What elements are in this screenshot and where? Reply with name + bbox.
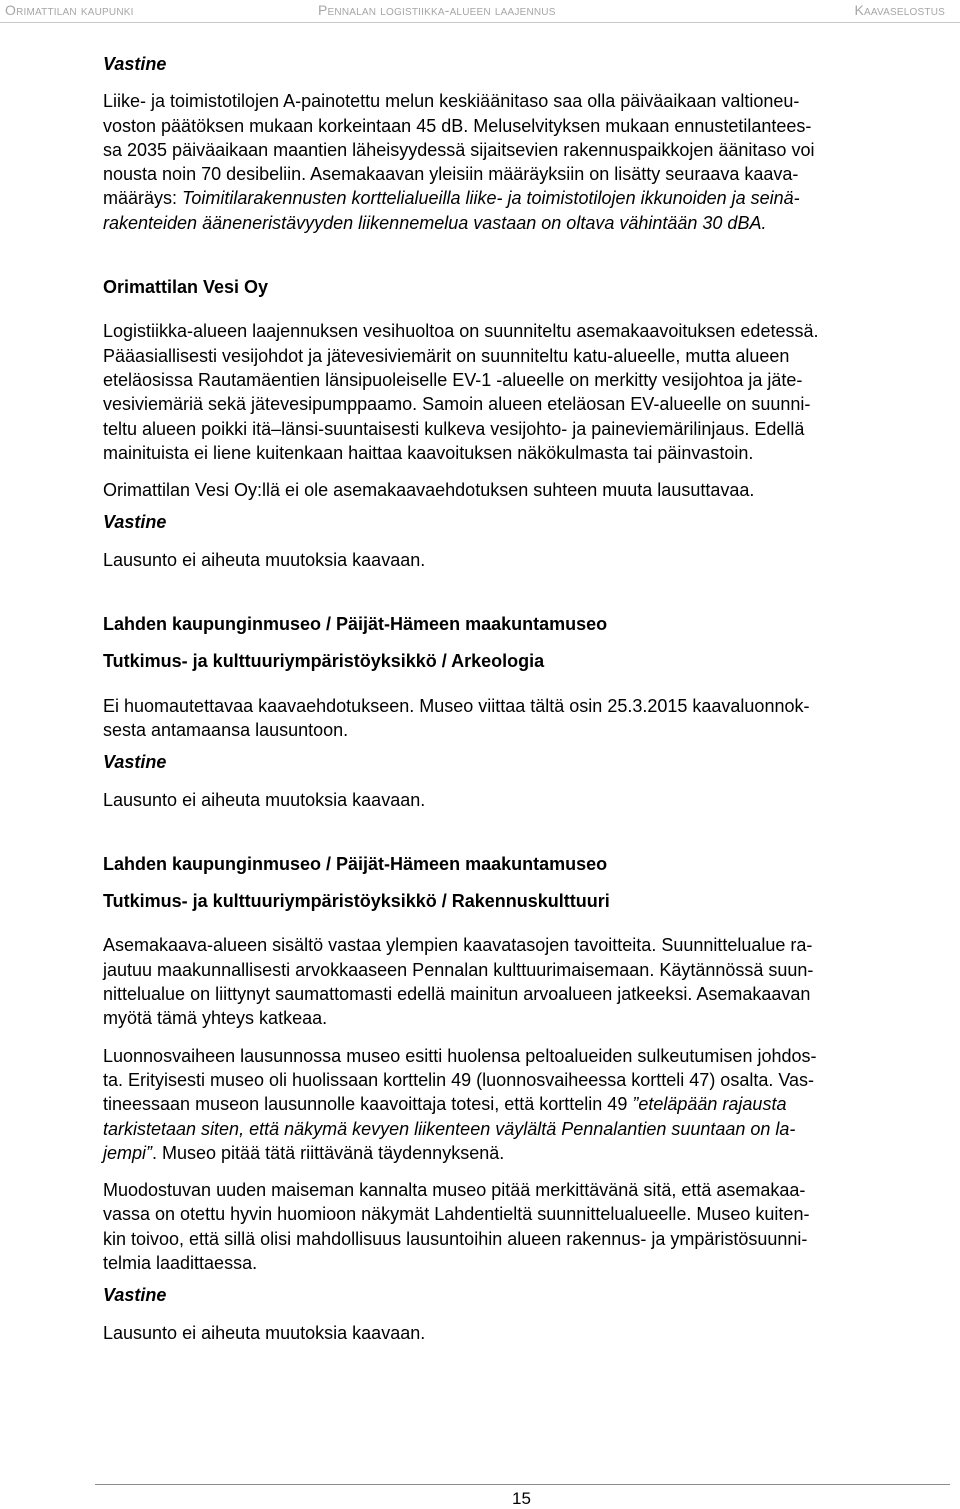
- text-line: vassa on otettu hyvin huomioon näkymät Lahdentieltä suunnittelualueelle. Museo kuiten-: [103, 1204, 810, 1225]
- text-line: teltu alueen poikki itä–länsi-suuntaisesti kulkeva vesijohto- ja paineviemärilinjaus. Edellä: [103, 418, 805, 439]
- text-line: voston päätöksen mukaan korkeintaan 45 dB. Meluselvityksen mukaan ennustetilantees-: [103, 115, 812, 136]
- text-line: myötä tämä yhteys katkeaa.: [103, 1008, 328, 1029]
- text-line: jautuu maakunnallisesti arvokkaaseen Pennalan kulttuurimaisemaan. Käytännössä suun-: [103, 959, 814, 980]
- vastine-response: Lausunto ei aiheuta muutoksia kaavaan.: [103, 549, 426, 570]
- text-line: eteläosissa Rautamäentien länsipuoleiselle EV-1 -alueelle on merkitty vesijohtoa ja jäte-: [103, 369, 803, 390]
- text-run: . Museo pitää tätä riittävänä täydennyksenä.: [152, 1142, 505, 1163]
- header-document-type: Kaavaselostus: [854, 2, 945, 18]
- text-line: sa 2035 päiväaikaan maantien läheisyydessä sijaitsevien rakennuspaikkojen äänitaso voi: [103, 139, 815, 160]
- unit-heading: Tutkimus- ja kulttuuriympäristöyksikkö / Rakennuskulttuuri: [103, 891, 610, 912]
- page-header: [0, 0, 960, 22]
- unit-heading: Tutkimus- ja kulttuuriympäristöyksikkö / Arkeologia: [103, 651, 545, 672]
- header-project-title: Pennalan logistiikka-alueen laajennus: [318, 2, 556, 18]
- text-line: Logistiikka-alueen laajennuksen vesihuoltoa on suunniteltu asemakaavoituksen edetessä.: [103, 321, 819, 342]
- quoted-text: jempi”: [103, 1142, 153, 1163]
- vastine-heading: Vastine: [103, 54, 167, 74]
- organization-heading: Orimattilan Vesi Oy: [103, 277, 269, 298]
- page-number: 15: [512, 1489, 531, 1508]
- vastine-response: Lausunto ei aiheuta muutoksia kaavaan.: [103, 789, 426, 810]
- vastine-heading: Vastine: [103, 1285, 167, 1306]
- text-line: [103, 1141, 953, 1165]
- text-line: ta. Erityisesti museo oli huolissaan korttelin 49 (luonnosvaiheessa kortteli 47) osalta. Vas-: [103, 1069, 815, 1090]
- vastine-heading: Vastine: [103, 512, 167, 533]
- vastine-paragraph: [103, 89, 953, 235]
- text-run: tineessaan museon lausunnolle kaavoittaja totesi, että korttelin 49: [103, 1094, 633, 1115]
- document-body: [103, 52, 953, 1345]
- text-line: [103, 186, 953, 210]
- header-organization: Orimattilan kaupunki: [5, 2, 134, 18]
- text-line: Muodostuvan uuden maiseman kannalta museo pitää merkittävänä sitä, että asemakaa-: [103, 1180, 806, 1201]
- statement-paragraph: [103, 933, 953, 1030]
- quoted-text: tarkistetaan siten, että näkymä kevyen liikenteen väylältä Pennalantien suuntaan on la-: [103, 1118, 796, 1139]
- statement-paragraph: [103, 319, 953, 465]
- organization-heading: Lahden kaupunginmuseo / Päijät-Hämeen maakuntamuseo: [103, 853, 608, 874]
- statement-paragraph: [103, 1044, 953, 1165]
- vastine-response: Lausunto ei aiheuta muutoksia kaavaan.: [103, 1322, 426, 1343]
- statement-paragraph: Orimattilan Vesi Oy:llä ei ole asemakaavaehdotuksen suhteen muuta lausuttavaa.: [103, 480, 755, 501]
- text-line: nousta noin 70 desibeliin. Asemakaavan yleisiin määräyksiin on lisätty seuraava kaava-: [103, 164, 799, 185]
- regulation-quote: Toimitilarakennusten korttelialueilla liike- ja toimistotilojen ikkunoiden ja seinä-: [182, 188, 800, 209]
- text-line: [103, 1092, 953, 1116]
- text-line: Pääasiallisesti vesijohdot ja jätevesiviemärit on suunniteltu katu-alueelle, mutta alueen: [103, 345, 790, 366]
- statement-paragraph: [103, 694, 953, 743]
- statement-paragraph: [103, 1178, 953, 1275]
- header-divider: [0, 22, 960, 23]
- text-line: sesta antamaansa lausuntoon.: [103, 719, 349, 740]
- footer-divider: [95, 1484, 950, 1485]
- regulation-quote: rakenteiden ääneneristävyyden liikennemelua vastaan on oltava vähintään 30 dBA.: [103, 212, 767, 233]
- organization-heading: Lahden kaupunginmuseo / Päijät-Hämeen maakuntamuseo: [103, 614, 608, 635]
- quoted-text: ”eteläpään rajausta: [632, 1094, 787, 1115]
- text-line: mainituista ei liene kuitenkaan haittaa kaavoituksen näkökulmasta tai päinvastoin.: [103, 442, 754, 463]
- text-line: vesiviemäriä sekä jätevesipumppaamo. Samoin alueen eteläosan EV-alueelle on suunni-: [103, 394, 811, 415]
- text-line: Liike- ja toimistotilojen A-painotettu melun keskiäänitaso saa olla päiväaikaan valtioneu-: [103, 91, 800, 112]
- vastine-heading: Vastine: [103, 752, 167, 773]
- text-line: Asemakaava-alueen sisältö vastaa ylempien kaavatasojen tavoitteita. Suunnittelualue ra-: [103, 935, 813, 956]
- text-line: nittelualue on liittynyt saumattomasti edellä mainitun arvoalueen jatkeeksi. Asemakaavan: [103, 984, 811, 1005]
- text-line: kin toivoo, että sillä olisi mahdollisuus lausuntoihin alueen rakennus- ja ympäristösuunni-: [103, 1228, 808, 1249]
- text-line: Luonnosvaiheen lausunnossa museo esitti huolensa peltoalueiden sulkeutumisen johdos-: [103, 1045, 817, 1066]
- text-run: määräys:: [103, 188, 183, 209]
- text-line: Ei huomautettavaa kaavaehdotukseen. Museo viittaa tältä osin 25.3.2015 kaavaluonnok-: [103, 695, 810, 716]
- text-line: telmia laadittaessa.: [103, 1252, 258, 1273]
